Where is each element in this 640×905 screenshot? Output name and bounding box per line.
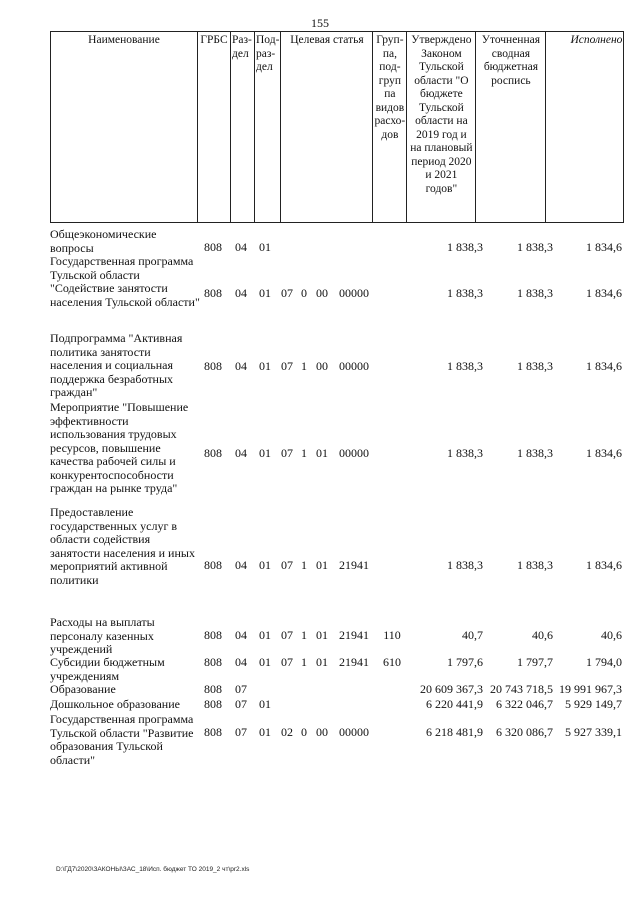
cell-ts4: 00000 [339, 725, 369, 739]
cell-grbs: 808 [204, 682, 222, 696]
cell-pr: 01 [259, 697, 271, 711]
cell-executed: 1 834,6 [586, 359, 622, 373]
table-row [50, 255, 622, 332]
cell-pr: 01 [259, 628, 271, 642]
table-row [50, 506, 622, 616]
cell-approved: 1 838,3 [447, 240, 483, 254]
cell-approved: 1 838,3 [447, 359, 483, 373]
cell-refined: 1 838,3 [517, 240, 553, 254]
row-name: Образование [50, 682, 116, 696]
cell-pr: 01 [259, 655, 271, 669]
row-name: Дошкольное образование [50, 697, 180, 711]
row-name: Подпрограмма "Активная политика занятости населения и социальная поддержка безработных граждан" [50, 331, 183, 399]
cell-refined: 40,6 [532, 628, 553, 642]
cell-ts4: 21941 [339, 628, 369, 642]
cell-refined: 1 838,3 [517, 286, 553, 300]
cell-vr: 110 [383, 628, 401, 642]
header-group: Груп- па, под- груп па видов расхо- дов [373, 32, 407, 223]
header-approved: Утверждено Законом Тульской области "О бюджете Тульской области на 2019 год и на плановый период 2020 и 2021 годов" [407, 32, 476, 223]
cell-pr: 01 [259, 446, 271, 460]
cell-rz: 07 [235, 682, 247, 696]
header-grbs: ГРБС [198, 32, 231, 223]
cell-ts4: 21941 [339, 558, 369, 572]
cell-approved: 6 218 481,9 [426, 725, 483, 739]
cell-grbs: 808 [204, 697, 222, 711]
table-row [50, 228, 622, 255]
cell-pr: 01 [259, 558, 271, 572]
cell-refined: 1 797,7 [517, 655, 553, 669]
cell-rz: 07 [235, 697, 247, 711]
cell-executed: 5 929 149,7 [565, 697, 622, 711]
cell-ts2: 1 [301, 558, 307, 572]
cell-executed: 5 927 339,1 [565, 725, 622, 739]
row-name: Государственная программа Тульской области "Содействие занятости населения Тульской области" [50, 254, 200, 309]
table-row [50, 698, 622, 713]
cell-refined: 1 838,3 [517, 359, 553, 373]
page-number: 155 [311, 16, 329, 30]
cell-rz: 07 [235, 725, 247, 739]
cell-ts1: 07 [281, 286, 293, 300]
cell-ts3: 01 [316, 655, 328, 669]
header-target: Целевая статья [281, 32, 373, 223]
cell-grbs: 808 [204, 628, 222, 642]
cell-ts2: 0 [301, 725, 307, 739]
cell-ts3: 01 [316, 558, 328, 572]
row-name: Государственная программа Тульской области "Развитие образования Тульской области" [50, 712, 194, 767]
cell-ts3: 01 [316, 628, 328, 642]
cell-ts4: 21941 [339, 655, 369, 669]
cell-approved: 6 220 441,9 [426, 697, 483, 711]
cell-refined: 6 320 086,7 [496, 725, 553, 739]
cell-rz: 04 [235, 558, 247, 572]
cell-grbs: 808 [204, 359, 222, 373]
cell-rz: 04 [235, 240, 247, 254]
table-row [50, 616, 622, 656]
cell-pr: 01 [259, 286, 271, 300]
cell-ts3: 00 [316, 359, 328, 373]
cell-refined: 1 838,3 [517, 446, 553, 460]
cell-executed: 19 991 967,3 [559, 682, 622, 696]
cell-ts3: 01 [316, 446, 328, 460]
cell-refined: 1 838,3 [517, 558, 553, 572]
cell-approved: 1 838,3 [447, 558, 483, 572]
table-row [50, 713, 622, 769]
row-name: Мероприятие "Повышение эффективности использования трудовых ресурсов, повышение качества рабочей силы и конкурентоспособности граждан на рынке труда" [50, 400, 189, 495]
cell-ts4: 00000 [339, 446, 369, 460]
header-podrazdel: Под- раз- дел [255, 32, 281, 223]
cell-grbs: 808 [204, 446, 222, 460]
table-row [50, 401, 622, 506]
header-executed: Исполнено [546, 32, 624, 223]
cell-rz: 04 [235, 655, 247, 669]
table-row [50, 683, 622, 698]
cell-pr: 01 [259, 359, 271, 373]
table-row [50, 656, 622, 683]
table-body [50, 228, 622, 769]
header-razdel: Раз- дел [231, 32, 255, 223]
cell-ts1: 07 [281, 655, 293, 669]
cell-approved: 1 797,6 [447, 655, 483, 669]
cell-rz: 04 [235, 446, 247, 460]
cell-approved: 20 609 367,3 [420, 682, 483, 696]
cell-rz: 04 [235, 286, 247, 300]
cell-executed: 1 794,0 [586, 655, 622, 669]
cell-executed: 1 834,6 [586, 446, 622, 460]
cell-grbs: 808 [204, 240, 222, 254]
cell-ts4: 00000 [339, 286, 369, 300]
cell-ts2: 1 [301, 446, 307, 460]
cell-executed: 1 834,6 [586, 558, 622, 572]
cell-executed: 40,6 [601, 628, 622, 642]
table-row [50, 332, 622, 401]
cell-rz: 04 [235, 628, 247, 642]
cell-executed: 1 834,6 [586, 240, 622, 254]
cell-ts1: 02 [281, 725, 293, 739]
cell-ts2: 1 [301, 655, 307, 669]
cell-ts1: 07 [281, 359, 293, 373]
cell-refined: 20 743 718,5 [490, 682, 553, 696]
cell-ts2: 1 [301, 628, 307, 642]
file-path-footer: D:\ГД7\2020\ЗАКОНЫ\ЗАС_18\Исп. бюджет ТО 2019_2 чт\pr2.xls [56, 866, 250, 873]
cell-refined: 6 322 046,7 [496, 697, 553, 711]
header-refined: Уточненная сводная бюджетная роспись [476, 32, 546, 223]
cell-ts2: 1 [301, 359, 307, 373]
cell-ts3: 00 [316, 725, 328, 739]
table-header [50, 31, 624, 223]
cell-rz: 04 [235, 359, 247, 373]
row-name: Расходы на выплаты персоналу казенных учреждений [50, 615, 155, 656]
cell-approved: 1 838,3 [447, 446, 483, 460]
row-name: Субсидии бюджетным учреждениям [50, 655, 165, 683]
row-name: Предоставление государственных услуг в области содействия занятости населения и иных мероприятий активной политики [50, 505, 195, 587]
cell-ts3: 00 [316, 286, 328, 300]
cell-pr: 01 [259, 725, 271, 739]
cell-pr: 01 [259, 240, 271, 254]
cell-grbs: 808 [204, 286, 222, 300]
cell-ts1: 07 [281, 446, 293, 460]
cell-ts2: 0 [301, 286, 307, 300]
cell-executed: 1 834,6 [586, 286, 622, 300]
cell-grbs: 808 [204, 558, 222, 572]
cell-grbs: 808 [204, 655, 222, 669]
header-name: Наименование [51, 32, 198, 223]
cell-ts1: 07 [281, 558, 293, 572]
cell-grbs: 808 [204, 725, 222, 739]
cell-approved: 40,7 [462, 628, 483, 642]
cell-vr: 610 [383, 655, 401, 669]
cell-approved: 1 838,3 [447, 286, 483, 300]
cell-ts1: 07 [281, 628, 293, 642]
cell-ts4: 00000 [339, 359, 369, 373]
row-name: Общеэкономические вопросы [50, 227, 157, 255]
